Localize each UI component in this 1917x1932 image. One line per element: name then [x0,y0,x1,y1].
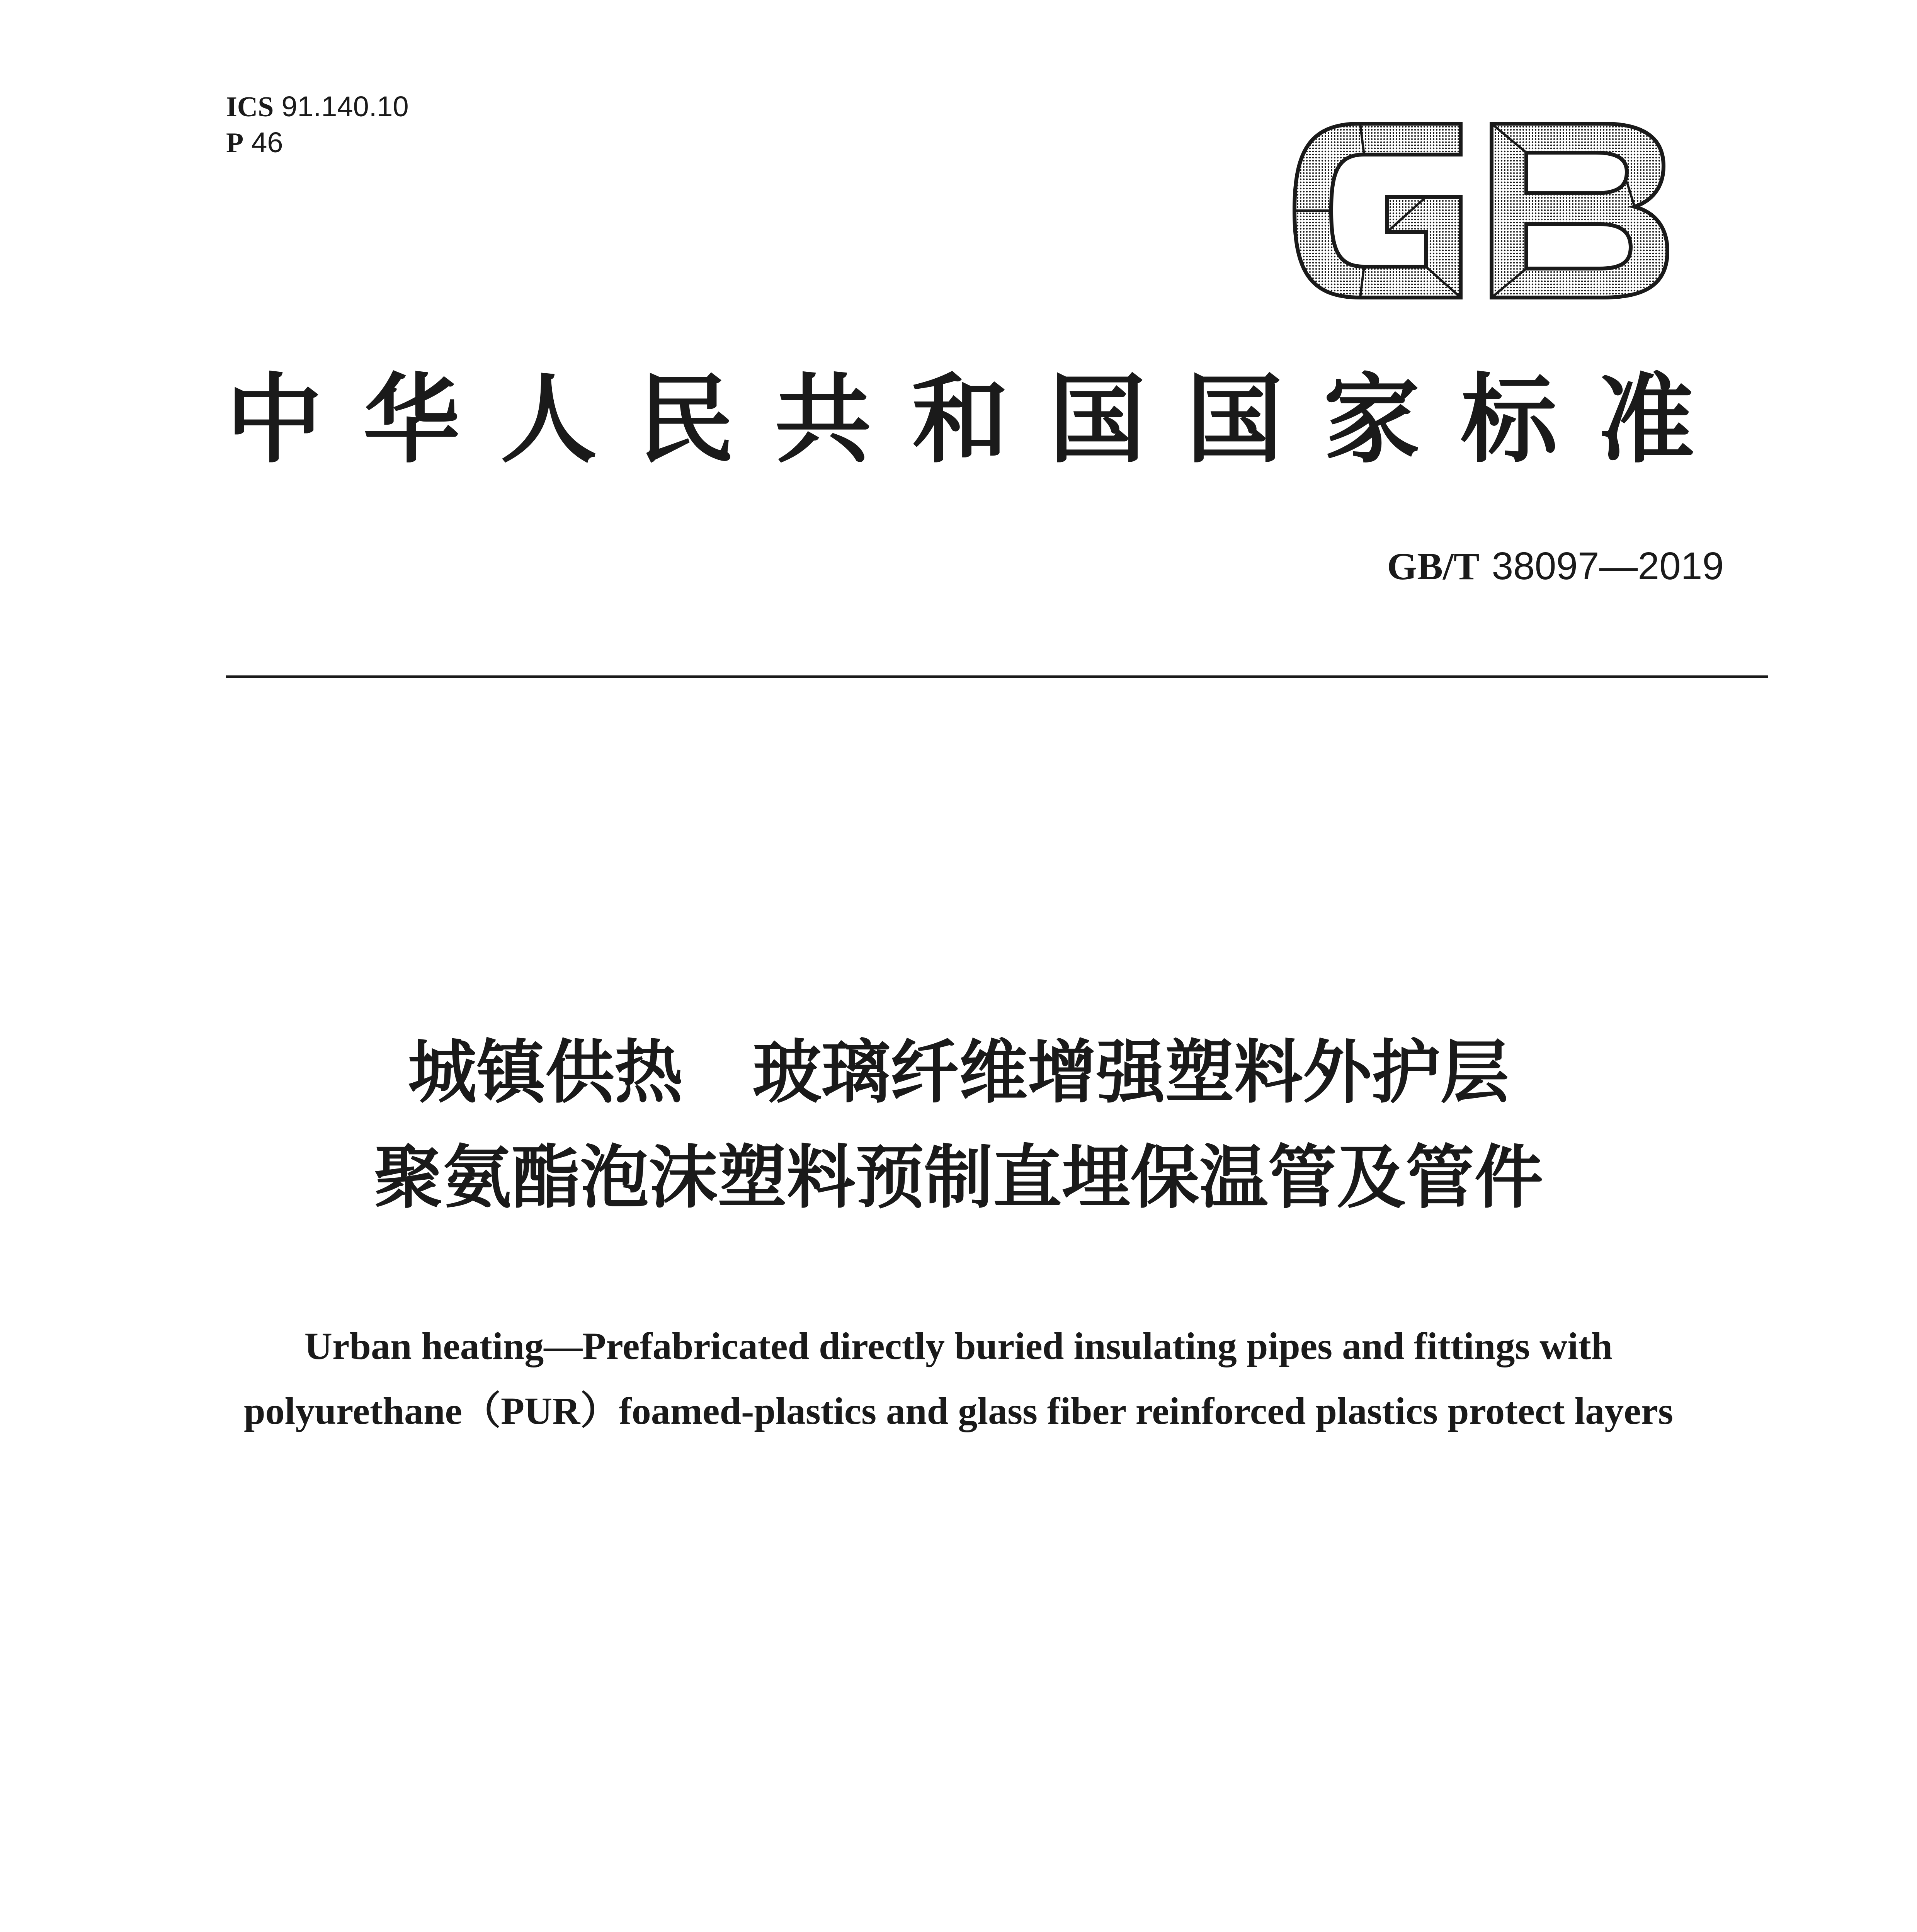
document-title-en [0,1314,1917,1444]
title-en-line1: Urban heating—Prefabricated directly buried insulating pipes and fittings with [304,1325,1613,1367]
header-divider [226,675,1768,678]
gb-logo-icon [1287,116,1673,305]
class-code [226,125,409,161]
title-cn-line1 [0,1020,1917,1125]
standard-code: 38097—2019 [1492,544,1724,588]
standard-prefix: GB/T [1387,545,1480,588]
ics-value: 91.140.10 [281,90,409,122]
title-cn-line2: 聚氨酯泡沫塑料预制直埋保温管及管件 [374,1138,1543,1218]
standard-number [1387,543,1724,590]
title-en-line2: polyurethane（PUR）foamed-plastics and glass fiber reinforced plastics protect layers [244,1389,1673,1432]
class-value: 46 [251,126,283,158]
national-standard-title: 中华人民共和国国家标准 [226,362,1735,476]
document-title-cn [0,1020,1917,1230]
title-cn-line1-part1: 城镇供热 [408,1032,683,1112]
ics-label: ICS [226,91,274,123]
classification-codes [226,89,409,161]
class-label: P [226,127,244,159]
ics-code [226,89,409,125]
title-cn-line1-part2: 玻璃纤维增强塑料外护层 [752,1032,1509,1112]
